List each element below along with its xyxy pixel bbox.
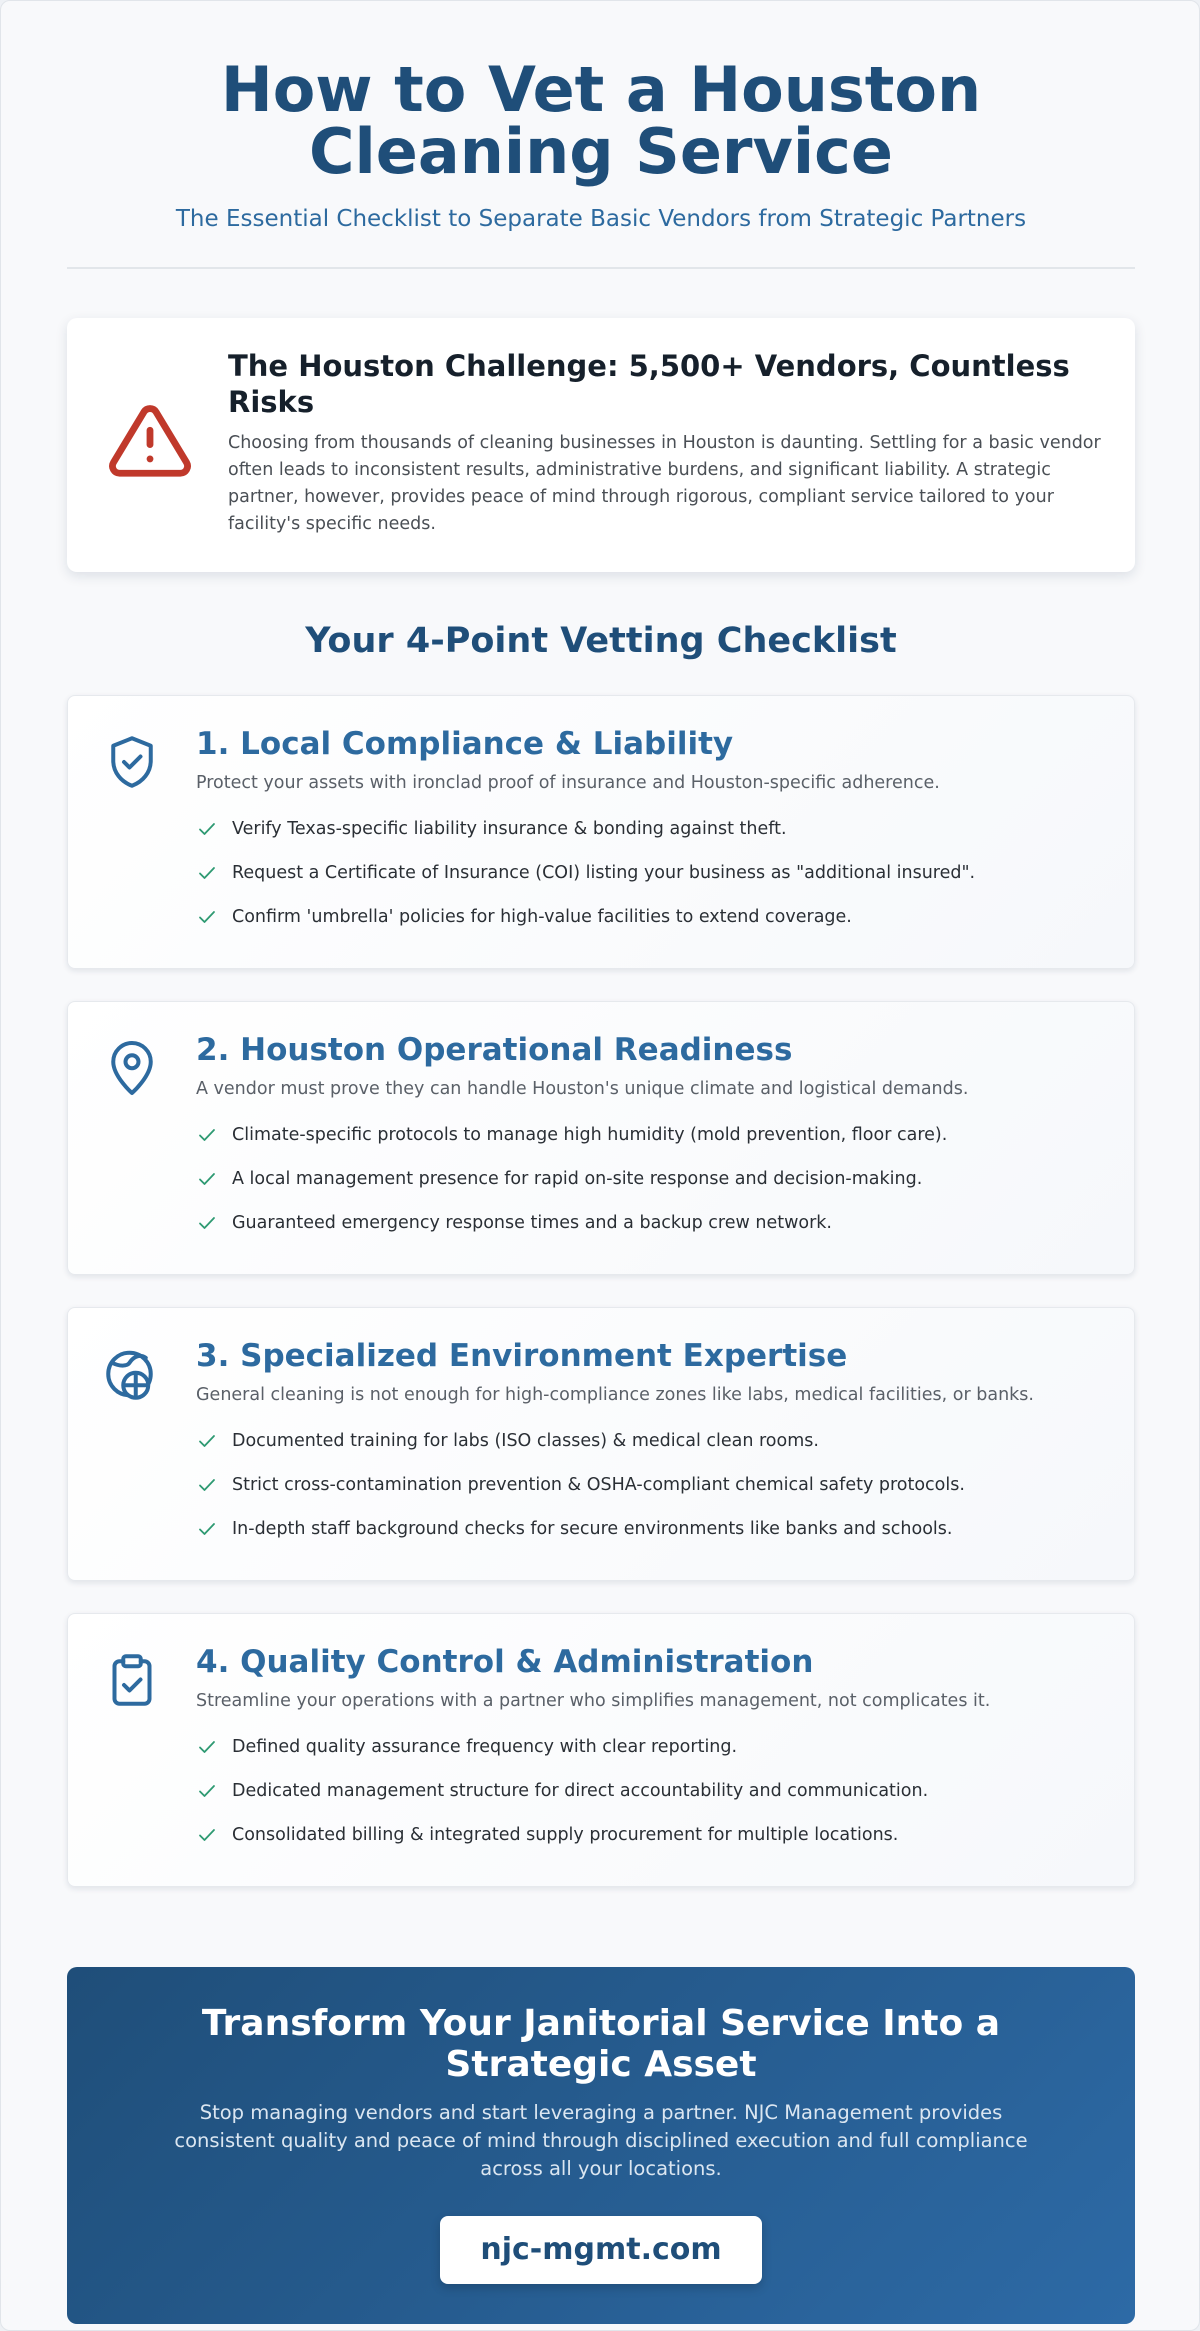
clipboard-check-icon: [102, 1650, 162, 1710]
list-item: [196, 1210, 1116, 1254]
header-divider: [67, 267, 1135, 269]
warning-triangle-icon: [107, 398, 193, 484]
check-icon: [198, 1477, 216, 1493]
cta-banner: [67, 1967, 1135, 2324]
list-item-text: Strict cross-contamination prevention & OSHA-compliant chemical safety protocols.: [232, 1475, 965, 1495]
check-icon: [198, 1127, 216, 1143]
card-title: 4. Quality Control & Administration: [196, 1644, 814, 1680]
map-pin-icon: [102, 1038, 162, 1098]
list-item-text: In-depth staff background checks for secure environments like banks and schools.: [232, 1519, 953, 1539]
card-checklist: [196, 1734, 1116, 1866]
card-checklist: [196, 816, 1116, 948]
card-description: Protect your assets with ironclad proof of insurance and Houston-specific adherence.: [196, 773, 940, 793]
list-item: [196, 860, 1116, 904]
page-subtitle: The Essential Checklist to Separate Basic Vendors from Strategic Partners: [175, 206, 1027, 232]
list-item: [196, 1822, 1116, 1866]
list-item-text: Verify Texas-specific liability insurance & bonding against theft.: [232, 819, 787, 839]
checklist-card-operations: [67, 1001, 1135, 1275]
check-icon: [198, 1783, 216, 1799]
check-icon: [198, 909, 216, 925]
check-icon: [198, 821, 216, 837]
challenge-callout: [67, 318, 1135, 572]
list-item: [196, 1166, 1116, 1210]
list-item: [196, 1778, 1116, 1822]
card-description: Streamline your operations with a partner who simplifies management, not complicates it.: [196, 1691, 991, 1711]
check-icon: [198, 1739, 216, 1755]
list-item-text: Documented training for labs (ISO classes) & medical clean rooms.: [232, 1431, 819, 1451]
check-icon: [198, 865, 216, 881]
check-icon: [198, 1521, 216, 1537]
challenge-text: Choosing from thousands of cleaning businesses in Houston is daunting. Settling for a basic vendor often leads to inconsistent results, administrative burdens, and significant liability. A strategic partner, however, provides peace of mind through rigorous, compliant service tailored to your facility's specific needs.: [228, 433, 1101, 534]
card-title: 1. Local Compliance & Liability: [196, 726, 734, 762]
card-checklist: [196, 1428, 1116, 1560]
checklist-card-quality: [67, 1613, 1135, 1887]
card-checklist: [196, 1122, 1116, 1254]
card-title: 2. Houston Operational Readiness: [196, 1032, 793, 1068]
list-item-text: Climate-specific protocols to manage high humidity (mold prevention, floor care).: [232, 1125, 948, 1145]
list-item: [196, 816, 1116, 860]
page-header: [67, 53, 1135, 235]
list-item: [196, 1472, 1116, 1516]
challenge-title: The Houston Challenge: 5,500+ Vendors, Countless Risks: [228, 349, 1070, 419]
list-item: [196, 1516, 1116, 1560]
list-item-text: Confirm 'umbrella' policies for high-value facilities to extend coverage.: [232, 907, 852, 927]
website-link-button[interactable]: njc-mgmt.com: [440, 2216, 762, 2284]
cta-text: Stop managing vendors and start leveraging a partner. NJC Management provides consistent quality and peace of mind through disciplined execution and full compliance across all your locations.: [174, 2101, 1028, 2180]
page-title: How to Vet a Houston Cleaning Service: [220, 53, 982, 188]
checklist-card-compliance: [67, 695, 1135, 969]
card-description: A vendor must prove they can handle Houston's unique climate and logistical demands.: [196, 1079, 969, 1099]
check-icon: [198, 1171, 216, 1187]
checklist-card-expertise: [67, 1307, 1135, 1581]
cta-title: Transform Your Janitorial Service Into a Strategic Asset: [201, 2003, 1001, 2085]
list-item-text: Defined quality assurance frequency with clear reporting.: [232, 1737, 738, 1757]
list-item-text: Guaranteed emergency response times and a backup crew network.: [232, 1213, 832, 1233]
check-icon: [198, 1433, 216, 1449]
check-icon: [198, 1827, 216, 1843]
checklist-heading: Your 4-Point Vetting Checklist: [305, 621, 897, 661]
check-icon: [198, 1215, 216, 1231]
biohazard-icon: [102, 1344, 162, 1404]
card-title: 3. Specialized Environment Expertise: [196, 1338, 848, 1374]
card-description: General cleaning is not enough for high-compliance zones like labs, medical facilities, or banks.: [196, 1385, 1034, 1405]
list-item-text: Consolidated billing & integrated supply procurement for multiple locations.: [232, 1825, 899, 1845]
list-item: [196, 1428, 1116, 1472]
shield-check-icon: [102, 732, 162, 792]
list-item: [196, 1734, 1116, 1778]
list-item-text: Dedicated management structure for direct accountability and communication.: [232, 1781, 929, 1801]
list-item-text: A local management presence for rapid on-site response and decision-making.: [232, 1169, 923, 1189]
list-item-text: Request a Certificate of Insurance (COI) listing your business as "additional insured".: [232, 863, 976, 883]
list-item: [196, 1122, 1116, 1166]
list-item: [196, 904, 1116, 948]
